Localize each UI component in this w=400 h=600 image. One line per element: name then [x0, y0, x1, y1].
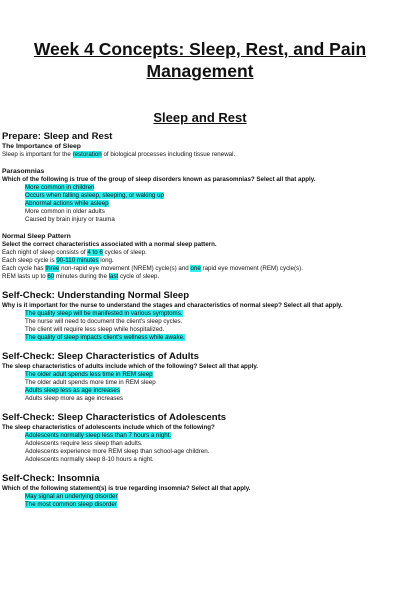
- document-title: Week 4 Concepts: Sleep, Rest, and Pain Management: [33, 39, 367, 81]
- pattern-line: [2, 273, 400, 281]
- answer-text: More common in older adults: [25, 208, 105, 215]
- highlighted-answer-text: More common in children: [25, 184, 95, 191]
- answer-option: [25, 326, 400, 334]
- adults-heading: Self-Check: Sleep Characteristics of Adults: [2, 351, 199, 362]
- highlighted-answer-text: The older adult spends less time in REM sleep: [25, 371, 153, 378]
- prepare-heading: Prepare: Sleep and Rest: [2, 131, 113, 142]
- adolescents-heading: Self-Check: Sleep Characteristics of Adolescents: [2, 412, 227, 423]
- parasomnias-question: Which of the following is true of the group of sleep disorders known as parasomnias? Select all that apply.: [2, 176, 316, 183]
- answer-option: [25, 493, 400, 501]
- highlighted-answer-text: Occurs when falling asleep, sleeping, or waking up: [25, 192, 164, 199]
- answer-option: [25, 192, 400, 200]
- text-fragment: non-rapid eye movement (NREM) cycle(s) and: [59, 265, 191, 272]
- answer-text: The nurse will need to document the client's sleep cycles.: [25, 318, 183, 325]
- answer-option: [25, 456, 400, 464]
- answer-option: [25, 184, 400, 192]
- answer-option: [25, 448, 400, 456]
- highlighted-term: 4 to 6: [87, 249, 103, 256]
- highlighted-answer-text: The quality sleep will be manifested in various symptoms.: [25, 310, 183, 317]
- answer-text: Adolescents experience more REM sleep than school-age children.: [25, 448, 210, 455]
- answer-option: [25, 501, 400, 509]
- answer-option: [25, 432, 400, 440]
- highlighted-answer-text: May signal an underlying disorder: [25, 493, 118, 500]
- text-fragment: minutes during the: [54, 273, 109, 280]
- text-fragment: Each sleep cycle is: [2, 257, 57, 264]
- normal-pattern-heading: Normal Sleep Pattern: [2, 233, 71, 240]
- understanding-heading: Self-Check: Understanding Normal Sleep: [2, 290, 190, 301]
- pattern-line: [2, 265, 400, 273]
- answer-text: The older adult spends more time in REM sleep: [25, 379, 156, 386]
- highlighted-answer-text: The most common sleep disorder: [25, 501, 117, 508]
- highlighted-term: one: [190, 265, 201, 272]
- parasomnias-heading: Parasomnias: [2, 168, 45, 175]
- insomnia-question: Which of the following statement(s) is true regarding insomnia? Select all that apply.: [2, 485, 251, 492]
- adolescents-question: The sleep characteristics of adolescents include which of the following?: [2, 424, 215, 431]
- highlighted-term: last: [108, 273, 119, 280]
- understanding-question: Why is it important for the nurse to understand the stages and characteristics of normal sleep? Select all that apply.: [2, 302, 343, 309]
- pattern-line: [2, 257, 400, 265]
- pattern-line: [2, 249, 400, 257]
- highlighted-term: 90-110 minutes: [56, 257, 99, 264]
- answer-text: Adults sleep more as age increases: [25, 395, 124, 402]
- text-fragment: cycle of sleep.: [118, 273, 160, 280]
- highlighted-term: restoration: [72, 151, 102, 158]
- parasomnias-answers: [2, 184, 400, 224]
- text-fragment: Each cycle has: [2, 265, 46, 272]
- answer-text: Adolescents normally sleep 8-10 hours a night.: [25, 456, 154, 463]
- answer-text: Adolescents require less sleep than adults.: [25, 440, 143, 447]
- answer-option: [25, 334, 400, 342]
- normal-pattern-question: Select the correct characteristics associated with a normal sleep pattern.: [2, 241, 217, 248]
- adults-answers: [2, 371, 400, 403]
- text-fragment: rapid eye movement (REM) cycle(s).: [200, 265, 303, 272]
- highlighted-term: 60: [47, 273, 55, 280]
- answer-option: [25, 440, 400, 448]
- answer-option: [25, 200, 400, 208]
- answer-option: [25, 387, 400, 395]
- text-fragment: long.: [98, 257, 114, 264]
- highlighted-answer-text: Adults sleep less as age increases: [25, 387, 120, 394]
- adolescents-answers: [2, 432, 400, 464]
- highlighted-answer-text: Adolescents normally sleep less than 7 hours a night.: [25, 432, 172, 439]
- section-title: Sleep and Rest: [153, 110, 247, 125]
- text-fragment: of biological processes including tissue renewal.: [101, 151, 236, 158]
- answer-option: [25, 379, 400, 387]
- importance-text: [2, 151, 400, 159]
- answer-option: [25, 310, 400, 318]
- text-fragment: Each night of sleep consists of: [2, 249, 88, 256]
- document-content: [0, 131, 400, 509]
- highlighted-term: three: [45, 265, 60, 272]
- answer-option: [25, 208, 400, 216]
- answer-text: The client will require less sleep while hospitalized.: [25, 326, 165, 333]
- highlighted-answer-text: Abnormal actions while asleep: [25, 200, 109, 207]
- answer-option: [25, 395, 400, 403]
- understanding-answers: [2, 310, 400, 342]
- text-fragment: Sleep is important for the: [2, 151, 73, 158]
- insomnia-heading: Self-Check: Insomnia: [2, 473, 100, 484]
- answer-text: Caused by brain injury or trauma: [25, 216, 115, 223]
- text-fragment: cycles of sleep.: [102, 249, 147, 256]
- answer-option: [25, 318, 400, 326]
- adults-question: The sleep characteristics of adults include which of the following? Select all that apply.: [2, 363, 259, 370]
- answer-option: [25, 371, 400, 379]
- answer-option: [25, 216, 400, 224]
- importance-heading: The Importance of Sleep: [2, 143, 81, 150]
- insomnia-answers: [2, 493, 400, 509]
- text-fragment: REM lasts up to: [2, 273, 48, 280]
- highlighted-answer-text: The quality of sleep impacts client's wellness while awake.: [25, 334, 185, 341]
